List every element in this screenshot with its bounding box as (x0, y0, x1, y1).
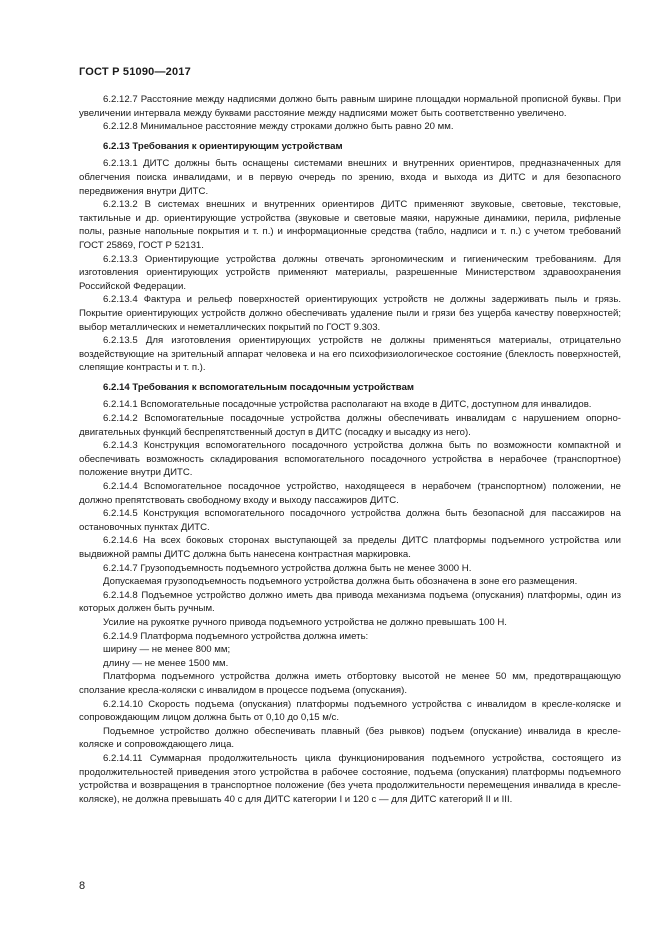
paragraph: 6.2.13.1 ДИТС должны быть оснащены системами внешних и внутренних ориентиров, предназначенных для облегчения поиска инвалидами, и в первую очередь по зрению, входа и выхода из ДИТС и для безопасного передвижения внутри ДИТС. (79, 158, 621, 197)
page-number: 8 (79, 880, 86, 892)
document-header: ГОСТ Р 51090—2017 (79, 66, 191, 78)
paragraph: 6.2.13.5 Для изготовления ориентирующих устройств не должны применяться материалы, отрицательно воздействующие на зрительный аппарат человека и на его психофизиологическое состояние (блеклость поверхностей, слепящие контрасты и т. п.). (79, 335, 621, 374)
paragraph: 6.2.14.9 Платформа подъемного устройства должна иметь: (103, 630, 369, 642)
paragraph: длину — не менее 1500 мм. (103, 657, 229, 669)
paragraph: 6.2.14.6 На всех боковых сторонах выступающей за пределы ДИТС платформы подъемного устройства или выдвижной рампы ДИТС должна быть нанесена контрастная маркировка. (79, 535, 621, 560)
section-heading: 6.2.13 Требования к ориентирующим устройствам (103, 140, 343, 152)
paragraph: 6.2.13.2 В системах внешних и внутренних ориентиров ДИТС применяют звуковые, световые, текстовые, тактильные и др. ориентирующие устройства (звуковые и световые маяки, наружные динамики, перила, рифленые полы, разные напольные покрытия и т. п.) и информационные средства (табло, надписи и т. п.) с учетом требований ГОСТ 25869, ГОСТ Р 52131. (79, 199, 621, 251)
paragraph: 6.2.14.3 Конструкция вспомогательного посадочного устройства должна быть по возможности компактной и обеспечивать возможность складирования вспомогательного посадочного устройства в нерабочее (транспортное) положение внутри ДИТС. (79, 440, 621, 479)
paragraph: 6.2.14.5 Конструкция вспомогательного посадочного устройства должна быть безопасной для пассажиров на остановочных пунктах ДИТС. (79, 508, 621, 533)
paragraph: 6.2.14.11 Суммарная продолжительность цикла функционирования подъемного устройства, состоящего из продолжительностей приведения этого устройства в рабочее состояние, подъема (опускания) платформы подъемного устройства и возвращения в транспортное положение (без учета продолжительности перемещения инвалида в кресле-коляске), не должна превышать 40 с для ДИТС категории I и 120 с — для ДИТС категорий II и III. (79, 752, 621, 805)
paragraph: ширину — не менее 800 мм; (103, 644, 231, 656)
paragraph: Допускаемая грузоподъемность подъемного устройства должна быть обозначена в зоне его размещения. (103, 576, 578, 588)
paragraph: 6.2.12.7 Расстояние между надписями должно быть равным ширине площадки нормальной прописной буквы. При увеличении интервала между буквами расстояние между надписями может быть соответственно увеличено. (79, 94, 621, 119)
paragraph: 6.2.14.7 Грузоподъемность подъемного устройства должна быть не менее 3000 Н. (103, 562, 472, 574)
paragraph: Подъемное устройство должно обеспечивать плавный (без рывков) подъем (опускание) инвалида в кресле-коляске и сопровождающего лица. (79, 725, 621, 751)
paragraph: 6.2.13.3 Ориентирующие устройства должны отвечать эргономическим и гигиеническим требованиям. Для изготовления ориентирующих устройств применяют материалы, разрешенные Министерством здравоохранения Российской Федерации. (79, 253, 621, 292)
paragraph: 6.2.14.8 Подъемное устройство должно иметь два привода механизма подъема (опускания) платформы, один из которых должен быть ручным. (79, 589, 621, 615)
section-heading: 6.2.14 Требования к вспомогательным посадочным устройствам (103, 381, 415, 393)
document-body (79, 93, 621, 806)
paragraph: 6.2.14.1 Вспомогательные посадочные устройства располагают на входе в ДИТС, доступном для инвалидов. (103, 399, 592, 411)
paragraph: 6.2.13.4 Фактура и рельеф поверхностей ориентирующих устройств не должны задерживать пыль и грязь. Покрытие ориентирующих устройств должно обеспечивать удаление пыли и грязи без ущерба качеству поверхностей; выбор металлических и неметаллических покрытий по ГОСТ 9.303. (79, 294, 621, 333)
paragraph: 6.2.14.4 Вспомогательное посадочное устройство, находящееся в нерабочем (транспортном) положении, не должно препятствовать свободному входу и выходу пассажиров ДИТС. (79, 481, 621, 506)
paragraph: Усилие на рукоятке ручного привода подъемного устройства не должно превышать 100 Н. (103, 616, 507, 628)
paragraph: 6.2.14.10 Скорость подъема (опускания) платформы подъемного устройства с инвалидом в кресле-коляске и сопровождающим лицом должна быть от 0,10 до 0,15 м/с. (79, 698, 621, 724)
paragraph: Платформа подъемного устройства должна иметь отбортовку высотой не менее 50 мм, предотвращающую сползание кресла-коляски с инвалидом в процессе подъема (опускания). (79, 671, 621, 696)
paragraph: 6.2.12.8 Минимальное расстояние между строками должно быть равно 20 мм. (103, 121, 454, 133)
paragraph: 6.2.14.2 Вспомогательные посадочные устройства должны обеспечивать инвалидам с нарушением опорно-двигательных функций беспрепятственный доступ в ДИТС (посадку и высадку из него). (79, 413, 621, 438)
